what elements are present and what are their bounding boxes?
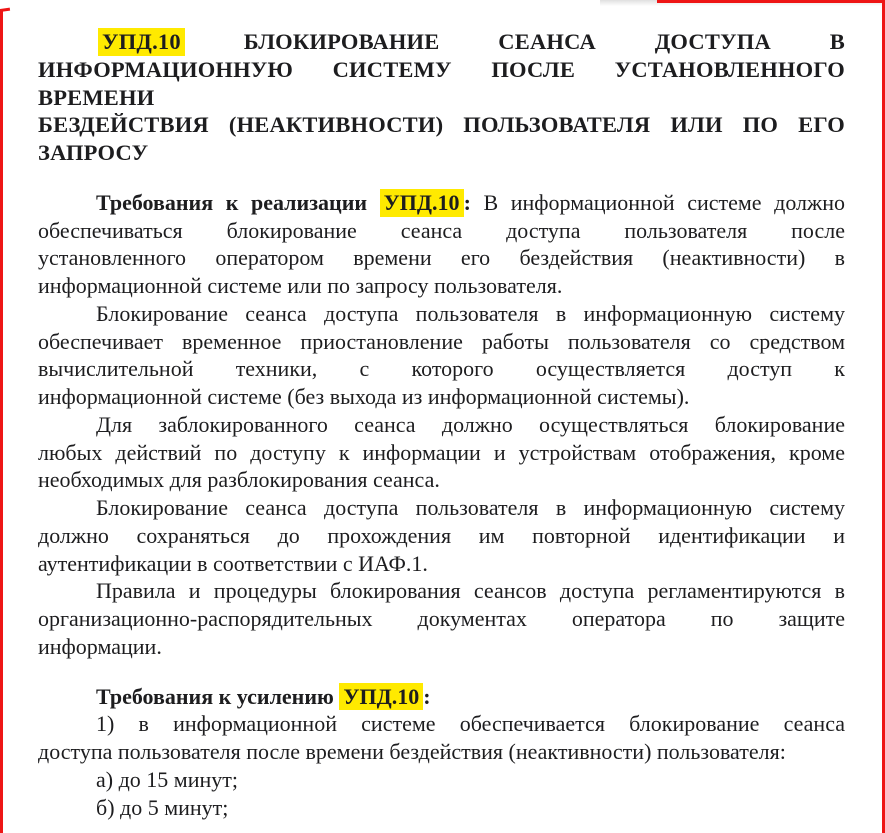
- text-line: [38, 738, 845, 766]
- text-line: [38, 466, 845, 494]
- text-line: [38, 328, 845, 356]
- text-line: [38, 577, 845, 605]
- text-run: ЗАПРОСУ: [38, 140, 149, 165]
- text-run: а) до 15 минут;: [96, 766, 238, 792]
- text-line: [38, 139, 845, 167]
- text-line: [38, 56, 845, 112]
- text-line: [38, 683, 845, 711]
- crop-border-top: [657, 0, 885, 3]
- text-run: доступа пользователя после времени бездействия (неактивности) пользователя:: [38, 739, 786, 764]
- text-line: [38, 111, 845, 139]
- text-line: [38, 522, 845, 550]
- crop-border-left: [0, 10, 3, 833]
- text-run: любых действий по доступу к информации и устройствам отображения, кроме: [38, 439, 845, 465]
- text-line: [38, 300, 845, 328]
- text-run: Блокирование сеанса доступа пользователя в информационную систему: [96, 300, 845, 326]
- text-line: [38, 355, 845, 383]
- text-line: [38, 272, 845, 300]
- upd10-highlight: УПД.10: [98, 28, 185, 56]
- gap-after-title: [38, 167, 845, 189]
- para-rules-procedures: [38, 577, 845, 660]
- text-run: Правила и процедуры блокирования сеансов доступа регламентируются в: [96, 578, 845, 604]
- text-run: информационной системе (без выхода из информационной системы).: [38, 384, 690, 409]
- text-line: [38, 766, 845, 794]
- text-line: [38, 710, 845, 738]
- text-run: установленного оператором времени его бездействия (неактивности) в: [38, 245, 845, 271]
- heading-enhancement: [38, 683, 845, 711]
- para-enhancement-intro: [38, 710, 845, 766]
- section-title: [38, 28, 845, 167]
- text-run: Требования к реализации: [96, 189, 380, 215]
- text-line: [38, 633, 845, 661]
- para-implementation: [38, 189, 845, 300]
- text-line: [38, 550, 845, 578]
- text-run: организационно-распорядительных документах оператора по защите: [38, 606, 845, 631]
- text-run: вычислительной техники, с которого осуществляется доступ к: [38, 356, 845, 382]
- upd10-highlight: УПД.10: [380, 189, 464, 217]
- text-run: обеспечивает временное приостановление работы пользователя со средством: [38, 328, 845, 354]
- text-run: необходимых для разблокирования сеанса.: [38, 467, 440, 493]
- text-line: [38, 605, 845, 633]
- text-line: [38, 439, 845, 467]
- text-run: аутентификации в соответствии с ИАФ.1.: [38, 550, 428, 576]
- para-blocking-overview: [38, 300, 845, 411]
- text-run: Требования к усилению: [96, 683, 340, 709]
- text-run: БЛОКИРОВАНИЕ СЕАНСА ДОСТУПА В: [184, 29, 845, 54]
- text-line: [38, 189, 845, 217]
- text-run: В информационной системе должно: [470, 189, 845, 215]
- text-line: [38, 794, 845, 822]
- para-blocked-session-actions: [38, 411, 845, 494]
- text-run: информационной системе или по запросу пользователя.: [38, 273, 563, 298]
- text-line: [38, 383, 845, 411]
- text-run: 1) в информационной системе обеспечивается блокирование сеанса: [96, 711, 845, 737]
- text-run: обеспечиваться блокирование сеанса доступа пользователя после: [38, 217, 845, 243]
- crop-border-top-left-nub: [0, 8, 10, 12]
- text-line: [38, 217, 845, 245]
- text-line: [38, 28, 845, 56]
- list-item-b: [38, 794, 845, 822]
- text-run: б) до 5 минут;: [96, 794, 229, 820]
- list-item-a: [38, 766, 845, 794]
- text-run: :: [463, 189, 471, 215]
- text-line: [38, 244, 845, 272]
- text-line: [38, 494, 845, 522]
- document-content: [38, 28, 845, 821]
- text-run: Блокирование сеанса доступа пользователя в информационную систему: [96, 495, 845, 520]
- text-run: БЕЗДЕЙСТВИЯ (НЕАКТИВНОСТИ) ПОЛЬЗОВАТЕЛЯ ИЛИ ПО ЕГО: [38, 112, 845, 138]
- gap-before-enhancement: [38, 661, 845, 683]
- para-persist-until-reauth: [38, 494, 845, 577]
- text-run: должно сохраняться до прохождения им повторной идентификации и: [38, 522, 845, 548]
- text-run: Для заблокированного сеанса должно осуществляться блокирование: [96, 411, 845, 437]
- text-run: :: [423, 683, 431, 709]
- text-run: ИНФОРМАЦИОННУЮ СИСТЕМУ ПОСЛЕ УСТАНОВЛЕННОГО ВРЕМЕНИ: [38, 56, 845, 110]
- text-line: [38, 411, 845, 439]
- upd10-highlight: УПД.10: [339, 683, 423, 711]
- text-run: информации.: [38, 633, 162, 659]
